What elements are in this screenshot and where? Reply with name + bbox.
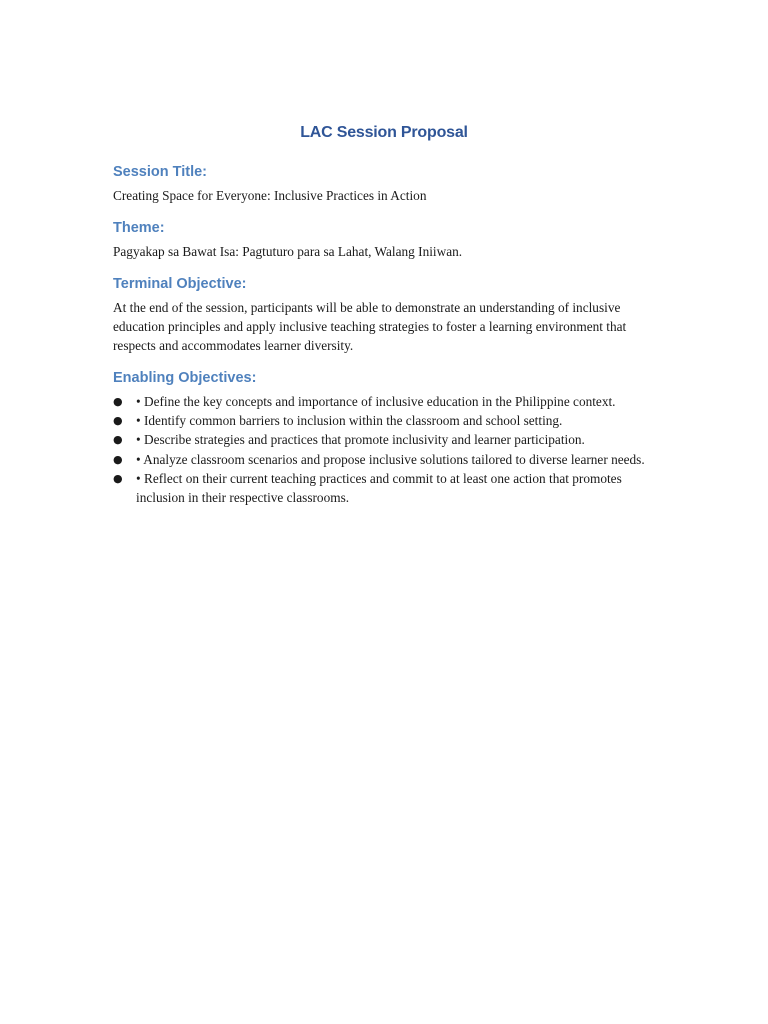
list-item-text: • Analyze classroom scenarios and propose inclusive solutions tailored to diverse learner needs.: [136, 451, 645, 467]
session-title-heading: Session Title:: [113, 164, 208, 180]
list-item: [113, 469, 658, 507]
bullet-icon: ●: [113, 414, 123, 428]
bullet-icon: ●: [113, 395, 123, 408]
list-item: [113, 392, 658, 411]
list-item-text: • Define the key concepts and importance of inclusive education in the Philippine context.: [136, 394, 616, 409]
bullet-icon: ●: [113, 471, 123, 485]
terminal-objective-text: At the end of the session, participants will be able to demonstrate an understanding of inclusive education principles and apply inclusive teaching strategies to foster a learning environment that respects and accommodates learner diversity.: [113, 300, 627, 354]
bullet-icon: ●: [113, 433, 123, 447]
terminal-objective-heading: Terminal Objective:: [113, 276, 247, 292]
list-item-text: • Describe strategies and practices that promote inclusivity and learner participation.: [136, 432, 585, 448]
theme-heading: Theme:: [113, 220, 165, 236]
section-terminal-objective: [113, 274, 658, 356]
list-item-text: • Reflect on their current teaching practices and commit to at least one action that promotes inclusion in their respective classrooms.: [136, 470, 622, 506]
session-title-text: Creating Space for Everyone: Inclusive Practices in Action: [113, 188, 427, 203]
document-title: LAC Session Proposal: [300, 124, 468, 141]
section-enabling-objectives: [113, 368, 658, 507]
section-session-title: [113, 162, 658, 205]
list-item: [113, 430, 658, 449]
list-item: [113, 411, 658, 430]
list-item-text: • Identify common barriers to inclusion within the classroom and school setting.: [136, 413, 563, 429]
list-item: [113, 450, 658, 469]
enabling-objectives-heading: Enabling Objectives:: [113, 370, 257, 386]
theme-text: Pagyakap sa Bawat Isa: Pagtuturo para sa Lahat, Walang Iniiwan.: [113, 244, 463, 259]
enabling-objectives-list: [113, 392, 658, 507]
section-theme: [113, 218, 658, 261]
bullet-icon: ●: [113, 452, 123, 466]
